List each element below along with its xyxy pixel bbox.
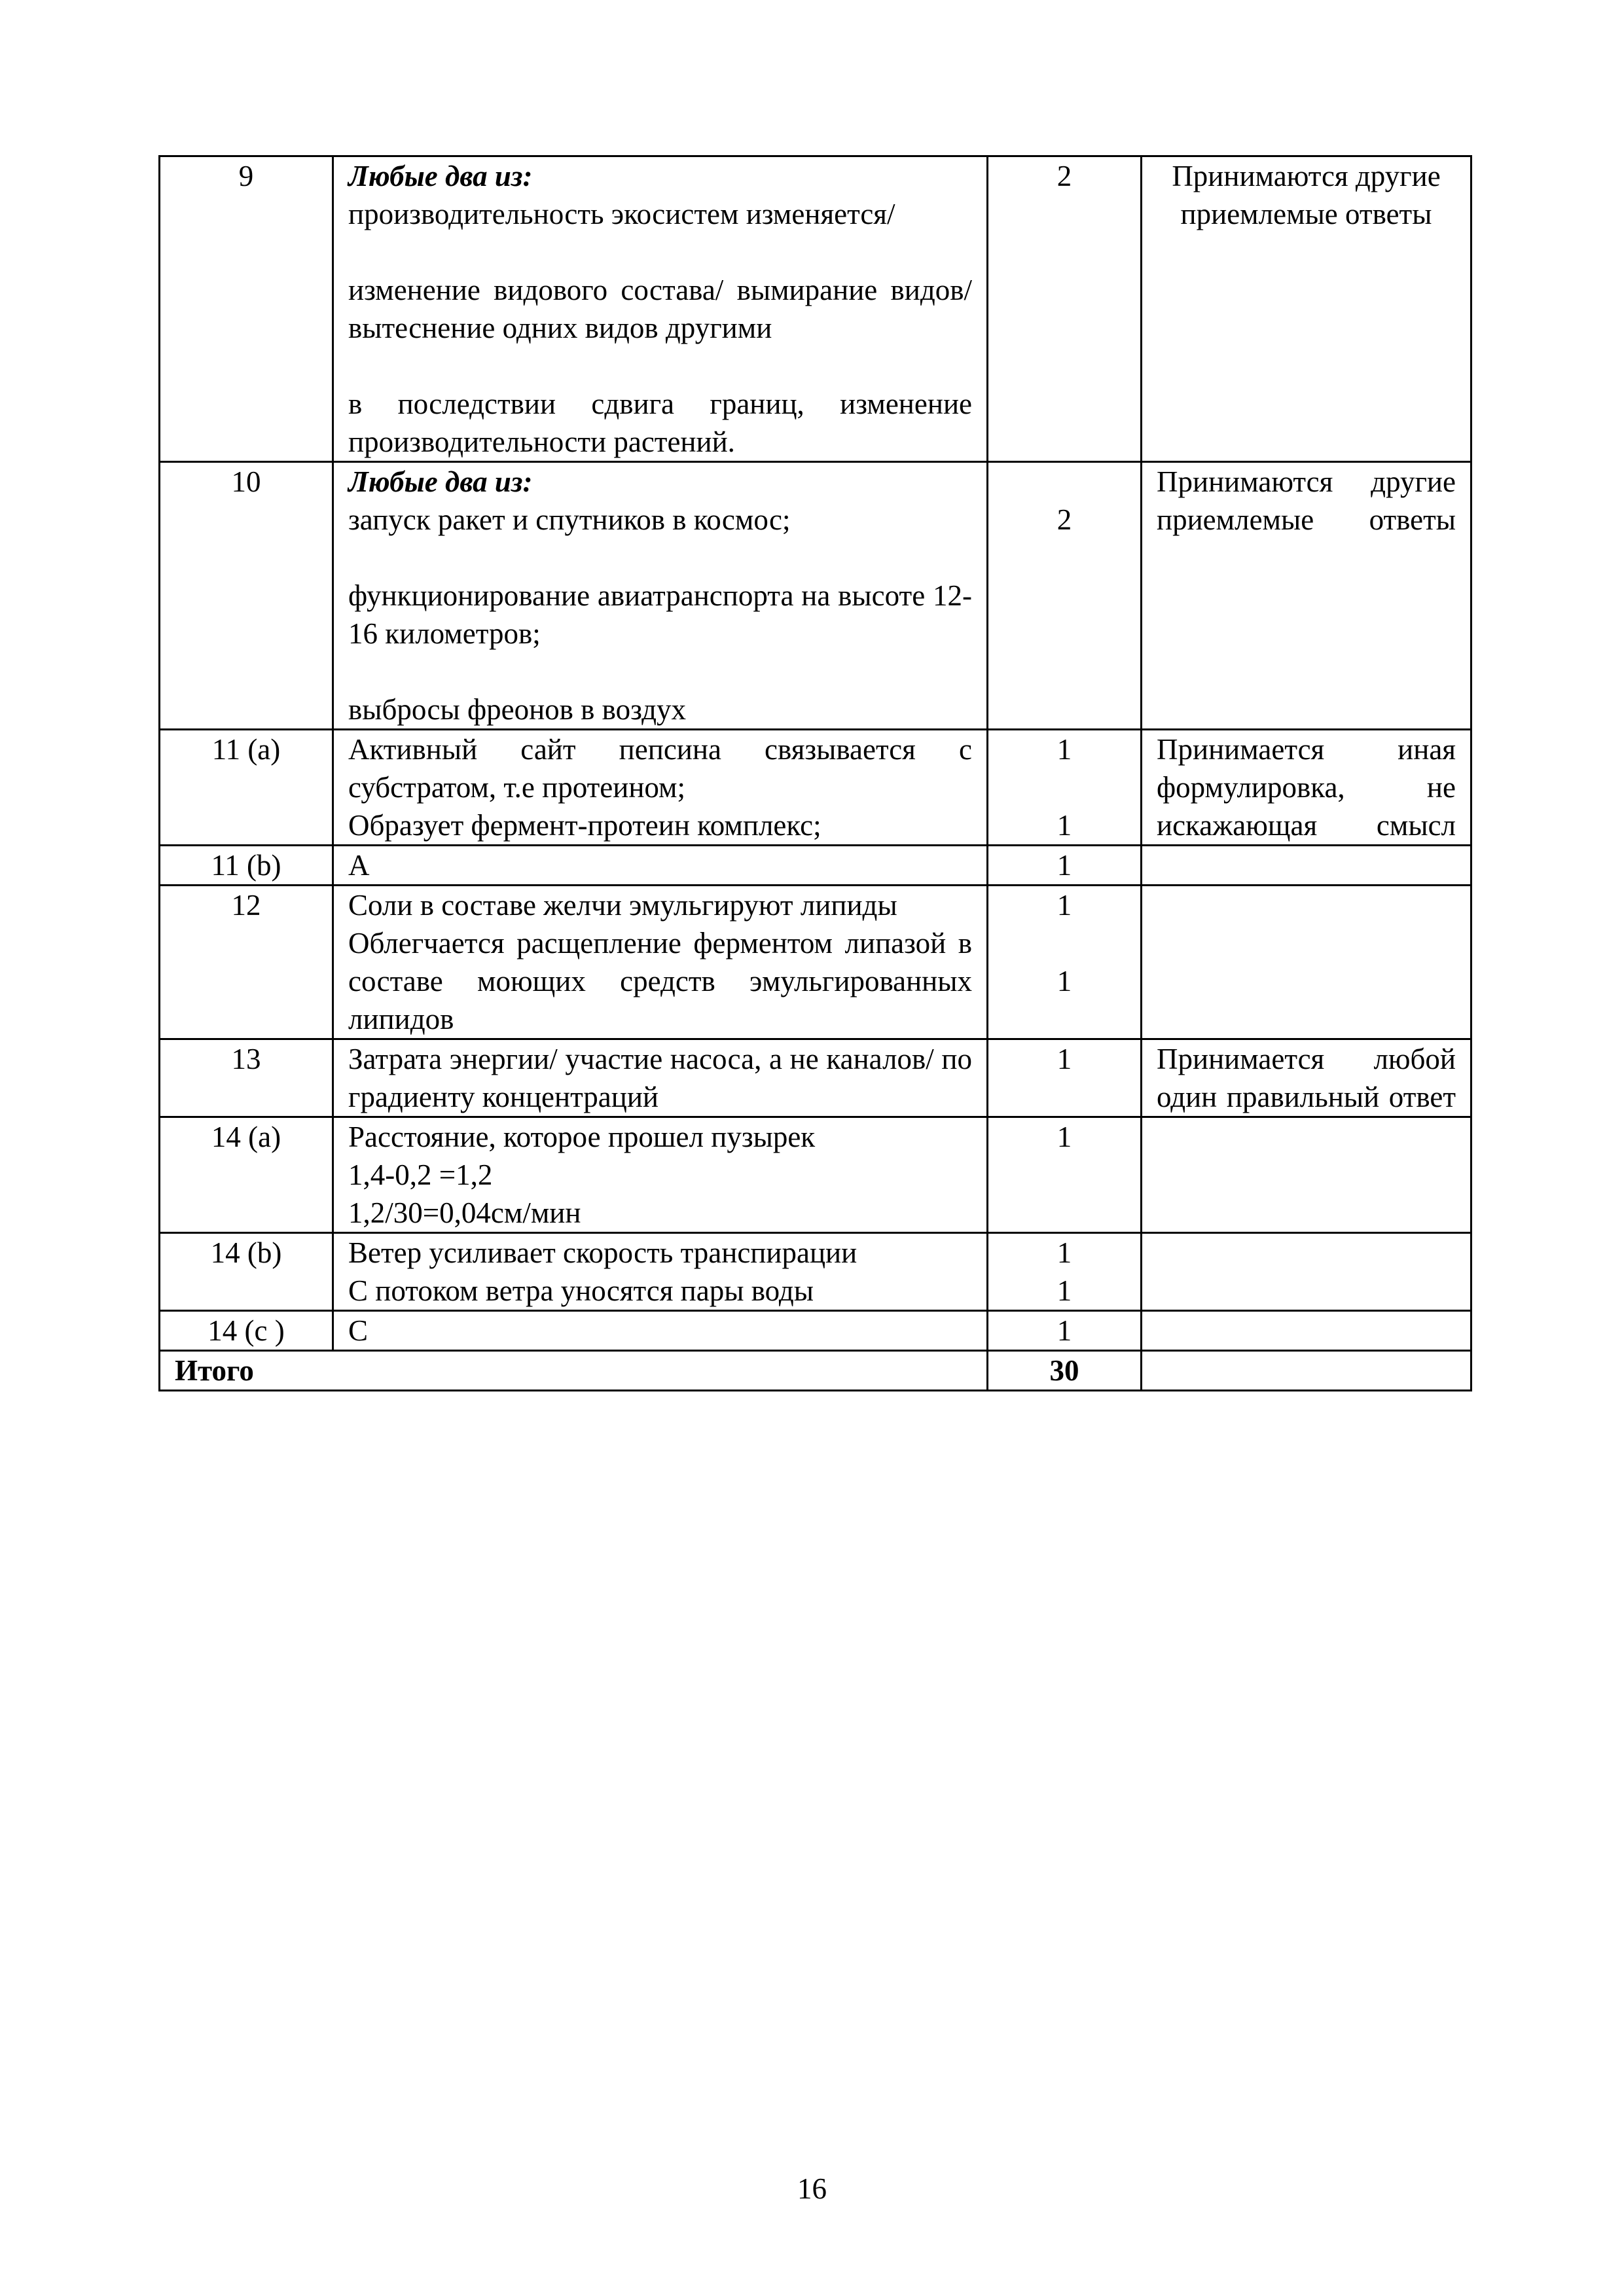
score-value: 2 <box>1056 160 1072 192</box>
comment-cell <box>1142 886 1471 1039</box>
score-cell <box>988 730 1142 846</box>
question-number-cell: 14 (c ) <box>160 1311 333 1351</box>
comment-cell <box>1142 1233 1471 1311</box>
score-cell <box>988 1233 1142 1311</box>
score-cell <box>988 1311 1142 1351</box>
comment-cell <box>1142 1117 1471 1233</box>
answer-line: 1,2/30=0,04см/мин <box>348 1196 581 1229</box>
answer-cell <box>333 1233 988 1311</box>
comment-cell: Принимаются другие приемлемые ответы <box>1142 156 1471 462</box>
answer-line <box>348 233 972 271</box>
score-value: 2 <box>1056 503 1072 536</box>
table-row <box>160 462 1471 730</box>
page-number: 16 <box>797 2172 827 2205</box>
answer-line: в последствии сдвига границ, изменение производительности растений. <box>348 387 972 458</box>
score-cell <box>988 156 1142 462</box>
table-row <box>160 886 1471 1039</box>
comment-cell <box>1142 846 1471 886</box>
answer-line <box>348 347 972 385</box>
score-value <box>1003 463 1126 501</box>
score-value: 1 <box>1056 1314 1072 1347</box>
question-number-cell: 14 (b) <box>160 1233 333 1311</box>
score-value <box>1003 924 1126 962</box>
score-value: 1 <box>1056 733 1072 766</box>
table-row <box>160 1039 1471 1117</box>
question-number-cell: 11 (a) <box>160 730 333 846</box>
score-value: 1 <box>1056 1274 1072 1307</box>
marking-scheme-body <box>160 156 1471 1391</box>
table-row <box>160 1233 1471 1311</box>
answer-line: изменение видового состава/ вымирание видов/вытеснение одних видов другими <box>348 274 972 344</box>
score-value: 1 <box>1056 1043 1072 1075</box>
table-row <box>160 1311 1471 1351</box>
score-value: 1 <box>1056 1236 1072 1269</box>
answer-line: функционирование авиатранспорта на высоте 12-16 километров; <box>348 579 972 650</box>
answer-cell <box>333 730 988 846</box>
total-comment-cell <box>1142 1351 1471 1391</box>
answer-line: Затрата энергии/ участие насоса, а не каналов/ по градиенту концентраций <box>348 1043 972 1113</box>
table-row <box>160 1117 1471 1233</box>
comment-cell <box>1142 1311 1471 1351</box>
answer-line: запуск ракет и спутников в космос; <box>348 503 791 536</box>
marking-scheme-table <box>158 155 1472 1391</box>
score-cell <box>988 1117 1142 1233</box>
comment-cell: Принимается иная формулировка, не искажающая смысл <box>1142 730 1471 846</box>
answer-heading: Любые два из: <box>348 465 533 498</box>
question-number-cell: 14 (a) <box>160 1117 333 1233</box>
answer-line <box>348 539 972 577</box>
total-label: Итого <box>160 1351 988 1391</box>
answer-line: Расстояние, которое прошел пузырек <box>348 1121 816 1153</box>
answer-cell <box>333 1311 988 1351</box>
answer-line: Образует фермент-протеин комплекс; <box>348 809 821 842</box>
answer-cell <box>333 462 988 730</box>
answer-cell <box>333 1039 988 1117</box>
score-value: 1 <box>1056 965 1072 997</box>
score-value: 1 <box>1056 849 1072 882</box>
comment-cell: Принимается любой один правильный ответ <box>1142 1039 1471 1117</box>
total-value: 30 <box>988 1351 1142 1391</box>
score-value: 1 <box>1056 1121 1072 1153</box>
answer-line: С потоком ветра уносятся пары воды <box>348 1274 814 1307</box>
comment-cell: Принимаются другие приемлемые ответы <box>1142 462 1471 730</box>
answer-heading: Любые два из: <box>348 160 533 192</box>
question-number-cell: 10 <box>160 462 333 730</box>
answer-line: А <box>348 849 370 882</box>
answer-cell <box>333 886 988 1039</box>
table-row <box>160 156 1471 462</box>
answer-line: Облегчается расщепление ферментом липазой в составе моющих средств эмульгированных липидов <box>348 927 972 1035</box>
score-cell <box>988 462 1142 730</box>
score-value: 1 <box>1056 889 1072 922</box>
answer-line: Ветер усиливает скорость транспирации <box>348 1236 857 1269</box>
answer-line: 1,4-0,2 =1,2 <box>348 1158 493 1191</box>
total-row <box>160 1351 1471 1391</box>
question-number-cell: 11 (b) <box>160 846 333 886</box>
answer-line: С <box>348 1314 369 1347</box>
question-number-cell: 13 <box>160 1039 333 1117</box>
answer-cell <box>333 1117 988 1233</box>
answer-line: производительность экосистем изменяется/ <box>348 198 895 230</box>
table-row <box>160 846 1471 886</box>
answer-line: выбросы фреонов в воздух <box>348 693 686 726</box>
question-number-cell: 12 <box>160 886 333 1039</box>
score-cell <box>988 1039 1142 1117</box>
answer-line: Соли в составе желчи эмульгируют липиды <box>348 889 897 922</box>
question-number-cell: 9 <box>160 156 333 462</box>
answer-line <box>348 653 972 691</box>
score-cell <box>988 886 1142 1039</box>
answer-cell <box>333 846 988 886</box>
answer-cell <box>333 156 988 462</box>
table-row <box>160 730 1471 846</box>
score-cell <box>988 846 1142 886</box>
score-value <box>1003 768 1126 806</box>
answer-line: Активный сайт пепсина связывается с субстратом, т.е протеином; <box>348 733 972 804</box>
score-value: 1 <box>1056 809 1072 842</box>
